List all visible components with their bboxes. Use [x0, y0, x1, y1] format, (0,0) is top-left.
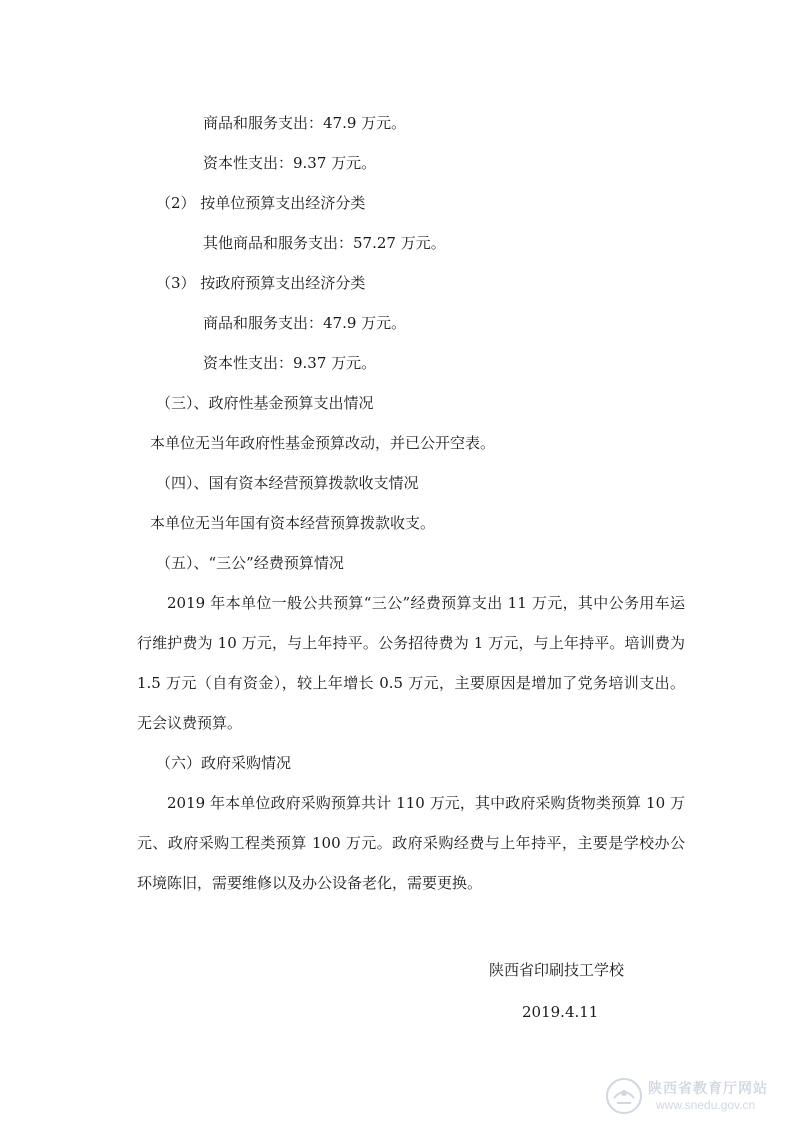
section-heading: （五）、“三公”经费预算情况 [156, 554, 344, 572]
section-heading: （三）、政府性基金预算支出情况 [156, 394, 374, 412]
paragraph-sangong: 2019 年本单位一般公共预算“三公”经费预算支出 11 万元，其中公务用车运行维护费为 10 万元，与上年持平。公务招待费为 1 万元，与上年持平。培训费为 1.5 万元（自有资金），较上年增长 0.5 万元，主要原因是增加了党务培训支出。无会议费预算。 [137, 594, 685, 732]
section-heading: （2） 按单位预算支出经济分类 [156, 194, 366, 212]
text-line: 其他商品和服务支出：57.27 万元。 [203, 234, 446, 252]
section-heading: （四）、国有资本经营预算拨款收支情况 [156, 474, 419, 492]
text-line: 资本性支出：9.37 万元。 [203, 354, 377, 372]
watermark-title: 陕西省教育厅网站 [648, 1081, 768, 1097]
paragraph-procurement: 2019 年本单位政府采购预算共计 110 万元，其中政府采购货物类预算 10 万元、政府采购工程类预算 100 万元。政府采购经费与上年持平，主要是学校办公环境陈旧，需要维修以及办公设备老化，需要更换。 [137, 794, 685, 892]
text-line: 资本性支出：9.37 万元。 [203, 154, 377, 172]
signature-org: 陕西省印刷技工学校 [489, 961, 625, 979]
section-heading: （3） 按政府预算支出经济分类 [156, 274, 366, 292]
site-watermark [604, 1074, 784, 1118]
text-line: 商品和服务支出：47.9 万元。 [203, 314, 407, 332]
education-emblem-icon [604, 1076, 644, 1116]
text-line: 本单位无当年国有资本经营预算拨款收支。 [150, 514, 436, 532]
section-heading: （六）政府采购情况 [156, 754, 292, 772]
watermark-url: www.snedu.gov.cn [656, 1098, 756, 1112]
signature-date: 2019.4.11 [522, 1003, 599, 1021]
text-line: 本单位无当年政府性基金预算改动，并已公开空表。 [150, 434, 496, 452]
text-line: 商品和服务支出：47.9 万元。 [203, 114, 407, 132]
